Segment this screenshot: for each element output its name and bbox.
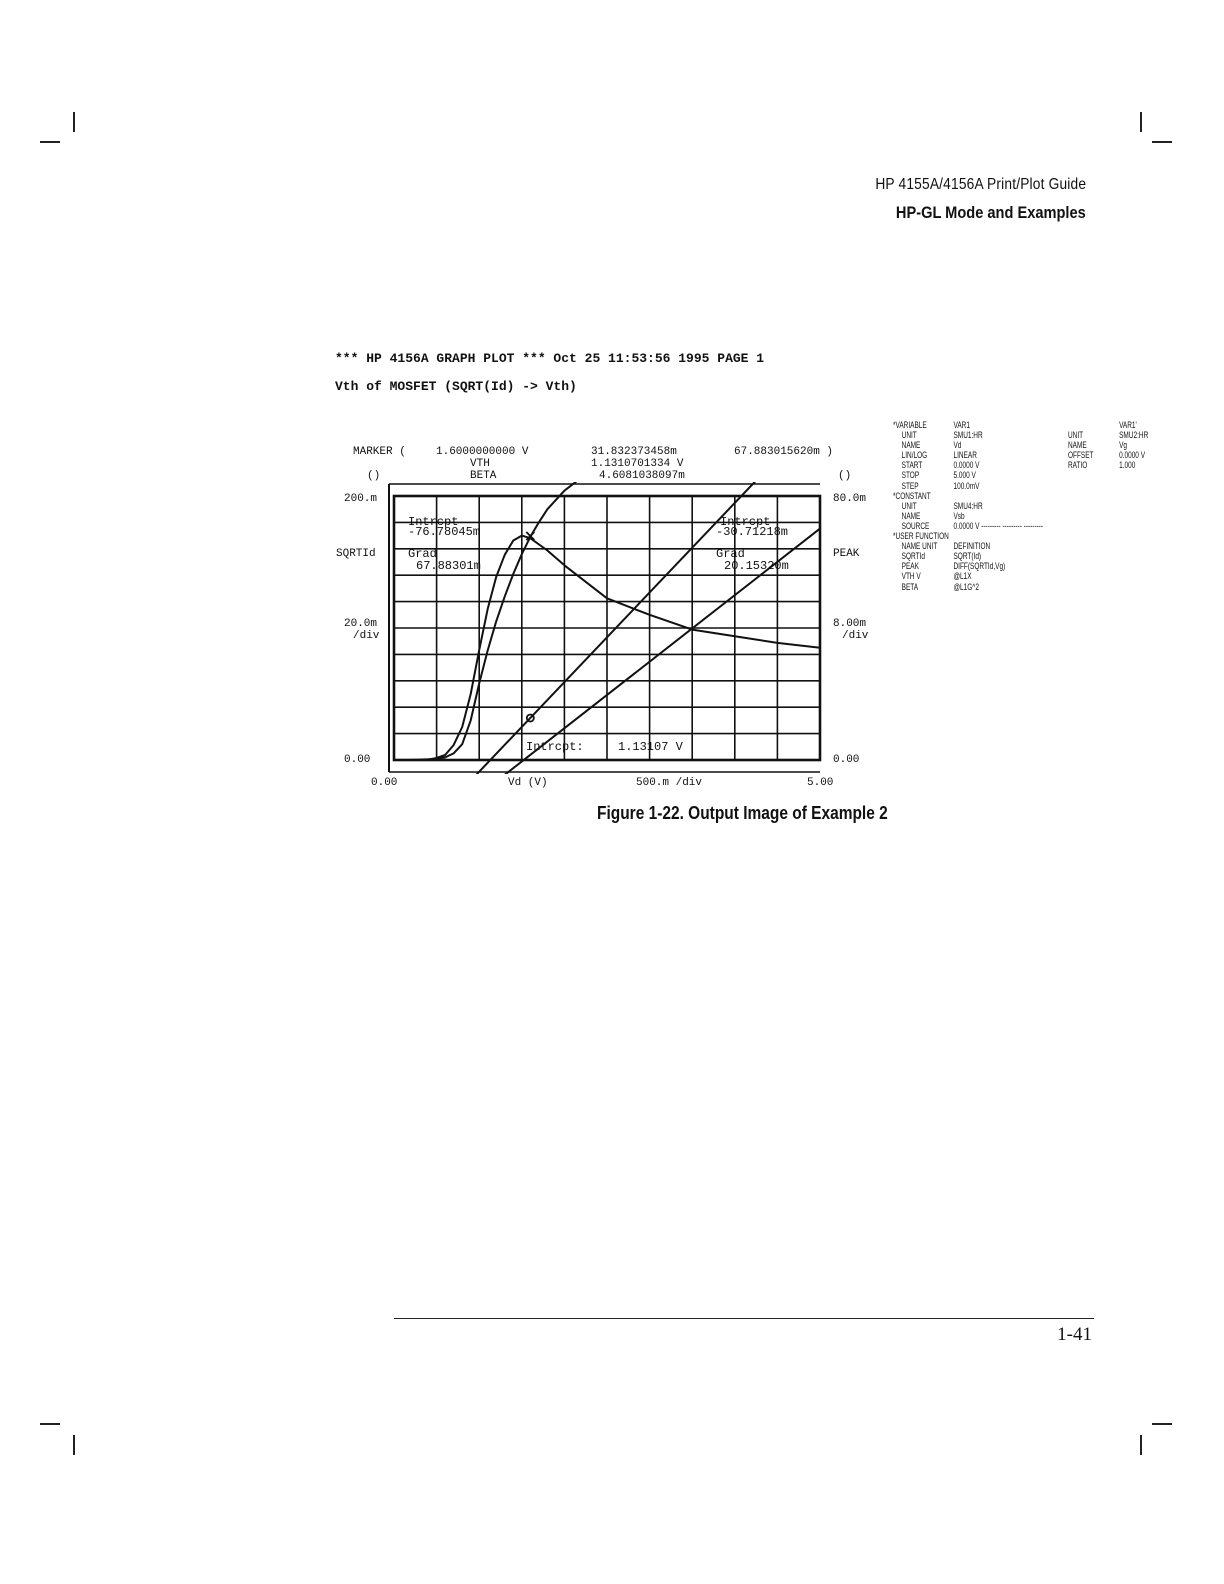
setup-cell: SMU2:HR bbox=[1119, 430, 1149, 441]
plot-header-line: *** HP 4156A GRAPH PLOT *** Oct 25 11:53:56 1995 PAGE 1 bbox=[335, 351, 765, 366]
section-title: HP-GL Mode and Examples bbox=[896, 203, 1086, 222]
setup-cell: OFFSET bbox=[1067, 450, 1094, 461]
setup-cell: 100.0mV bbox=[953, 480, 980, 491]
figure-caption: Figure 1-22. Output Image of Example 2 bbox=[597, 803, 888, 823]
vth-label: VTH bbox=[470, 458, 490, 470]
setup-cell: 0.0000 V bbox=[953, 460, 980, 471]
setup-cell: Vg bbox=[1119, 440, 1128, 451]
setup-cell: DIFF(SQRTId,Vg) bbox=[953, 561, 1006, 572]
footer-rule bbox=[394, 1318, 1094, 1319]
annotation-label: Intrcpt bbox=[408, 515, 459, 529]
x-max-label: 5.00 bbox=[807, 777, 834, 789]
setup-cell: NAME bbox=[901, 510, 921, 521]
setup-cell: DEFINITION bbox=[953, 541, 991, 552]
setup-cell: VAR1' bbox=[1119, 420, 1137, 430]
setup-cell: *USER FUNCTION bbox=[893, 531, 949, 542]
setup-cell: @L1X bbox=[953, 571, 972, 582]
y1-div-unit: /div bbox=[353, 630, 380, 642]
setup-cell: 1.000 bbox=[1119, 460, 1136, 471]
setup-cell: SQRT(Id) bbox=[953, 551, 982, 562]
marker-label: MARKER ( bbox=[353, 446, 406, 458]
annotation-value: -30.71218m bbox=[716, 525, 789, 539]
marker-v3: 67.883015620m ) bbox=[734, 446, 834, 458]
setup-cell: START bbox=[901, 460, 923, 471]
setup-cell: NAME bbox=[901, 440, 921, 451]
guide-title: HP 4155A/4156A Print/Plot Guide bbox=[875, 176, 1086, 193]
setup-cell: *VARIABLE bbox=[893, 420, 927, 430]
setup-cell: SOURCE bbox=[901, 520, 930, 531]
marker-v2: 31.832373458m bbox=[591, 446, 677, 458]
beta-value: 4.6081038097m bbox=[599, 470, 685, 482]
page-number: 1-41 bbox=[1057, 1324, 1092, 1345]
setup-cell: PEAK bbox=[901, 561, 919, 572]
y1-div-label: 20.0m bbox=[344, 618, 378, 630]
y1-max-label: 200.m bbox=[344, 493, 378, 505]
setup-cell: STOP bbox=[901, 470, 920, 481]
y2-name: PEAK bbox=[833, 548, 860, 560]
y2-div-label: 8.00m bbox=[833, 618, 867, 630]
setup-cell: UNIT bbox=[1067, 430, 1084, 441]
setup-cell: NAME UNIT bbox=[901, 541, 938, 552]
setup-cell: UNIT bbox=[901, 430, 917, 441]
setup-cell: SMU4:HR bbox=[953, 500, 983, 511]
setup-cell: LINEAR bbox=[953, 450, 977, 461]
setup-cell: VTH V bbox=[901, 571, 921, 582]
annotation-label: Intrcpt bbox=[720, 515, 771, 529]
y1-name: SQRTId bbox=[336, 548, 376, 560]
annotation-value: -76.78045m bbox=[408, 525, 481, 539]
annotation-value: 67.88301m bbox=[416, 559, 481, 573]
left-unit: () bbox=[367, 470, 381, 482]
setup-cell: UNIT bbox=[901, 500, 917, 511]
right-unit: () bbox=[838, 470, 852, 482]
annotation-value: 1.13107 V bbox=[618, 740, 683, 754]
y2-max-label: 80.0m bbox=[833, 493, 867, 505]
setup-cell: SMU1:HR bbox=[953, 430, 983, 441]
vth-value: 1.1310701334 V bbox=[591, 458, 684, 470]
beta-label: BETA bbox=[470, 470, 497, 482]
setup-cell: NAME bbox=[1067, 440, 1087, 451]
setup-cell: 5.000 V bbox=[953, 470, 976, 481]
annotation-label: Grad bbox=[408, 547, 437, 561]
x-name: Vd (V) bbox=[508, 777, 548, 789]
setup-cell: @L1G^2 bbox=[953, 581, 979, 592]
setup-cell: SQRTId bbox=[901, 551, 925, 562]
setup-cell: 0.0000 V --------- --------- --------- bbox=[953, 520, 1044, 531]
annotation-label: Grad bbox=[716, 547, 745, 561]
marker-v1: 1.6000000000 V bbox=[436, 446, 529, 458]
setup-cell: 0.0000 V bbox=[1119, 450, 1146, 461]
annotation-value: 20.15320m bbox=[724, 559, 789, 573]
setup-cell: BETA bbox=[901, 581, 919, 592]
y2-min-label: 0.00 bbox=[833, 754, 860, 766]
x-div-label: 500.m /div bbox=[636, 777, 703, 789]
y2-div-unit: /div bbox=[842, 630, 869, 642]
series-line-sqrtid-tangent bbox=[394, 413, 820, 861]
setup-cell: VAR1 bbox=[953, 420, 970, 430]
setup-cell: LIN/LOG bbox=[901, 450, 928, 461]
setup-cell: Vd bbox=[953, 440, 962, 451]
plot-subtitle: Vth of MOSFET (SQRT(Id) -> Vth) bbox=[335, 379, 577, 394]
annotation-label: Intrcpt: bbox=[526, 740, 584, 754]
setup-cell: *CONSTANT bbox=[893, 490, 931, 501]
y1-min-label: 0.00 bbox=[344, 754, 371, 766]
setup-cell: STEP bbox=[901, 480, 919, 491]
x-min-label: 0.00 bbox=[371, 777, 398, 789]
setup-cell: RATIO bbox=[1067, 460, 1088, 471]
setup-cell: Vsb bbox=[953, 510, 965, 521]
